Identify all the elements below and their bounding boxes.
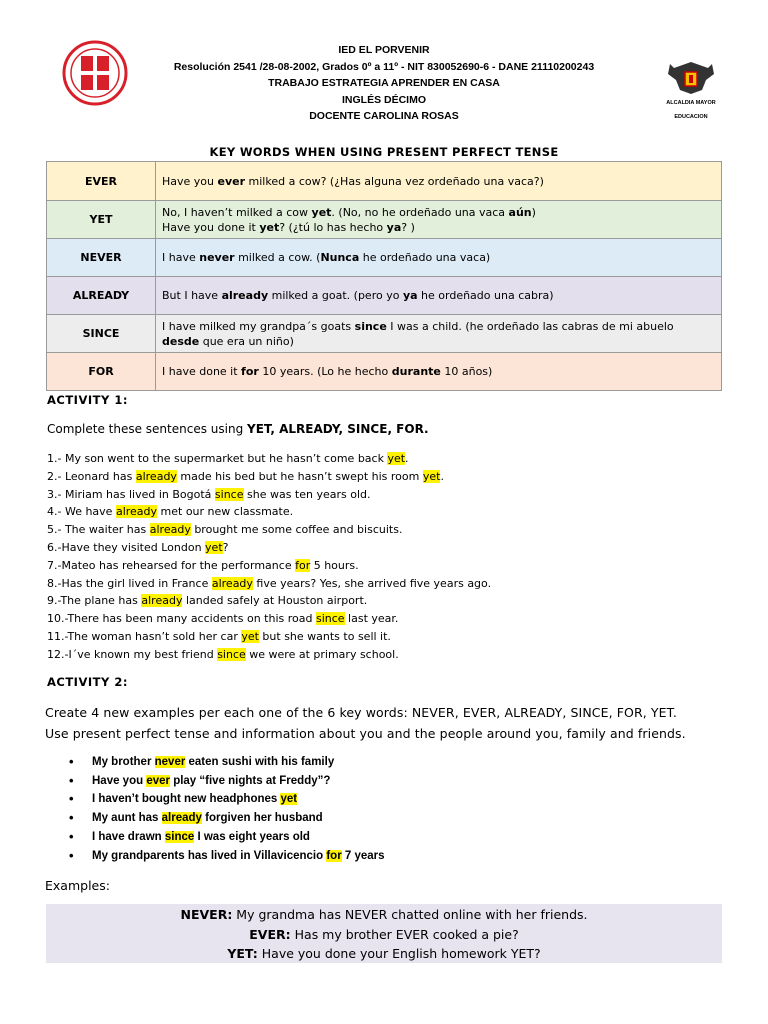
text: 5 hours. (310, 558, 359, 572)
text: No, I haven’t milked a cow (162, 205, 312, 219)
text: que era un niño) (199, 334, 294, 348)
keyword-cell: FOR (47, 353, 156, 391)
example-text: Has my brother EVER cooked a pie? (290, 926, 519, 942)
list-item (47, 486, 491, 504)
example-cell (156, 239, 722, 277)
activity2-instruction-1: Create 4 new examples per each one of the 6 key words: NEVER, EVER, ALREADY, SINCE, FOR, YET. (45, 705, 677, 720)
answer: yet (422, 469, 441, 483)
text: I have drawn (92, 830, 165, 843)
text: Have you done it (162, 220, 260, 234)
activity2-instruction-2: Use present perfect tense and information about you and the people around you, family and friends. (45, 726, 686, 741)
example-text: Have you done your English homework YET? (257, 946, 541, 961)
keywords-table (46, 161, 722, 391)
answer: already (135, 469, 177, 483)
text: 12.-I´ve known my best friend (47, 647, 218, 661)
text: 11.-The woman hasn’t sold her car (47, 629, 242, 643)
text: 3.- Miriam has lived in Bogotá (47, 487, 215, 501)
text: Complete these sentences using (47, 422, 247, 436)
activity1-instructions (47, 422, 429, 436)
example-text: My grandma has NEVER chatted online with her friends. (232, 907, 588, 922)
text: I was eight years old (194, 830, 310, 843)
list-item (47, 592, 491, 610)
keyword: Nunca (320, 251, 360, 264)
table-row (47, 239, 722, 277)
text: Have you (92, 774, 147, 787)
text: we were at primary school. (245, 647, 399, 661)
keyword: durante (391, 365, 441, 378)
text: ? (¿tú lo has hecho (279, 220, 387, 234)
text: ? (222, 540, 229, 554)
text: ? ) (401, 220, 415, 234)
keyword: ever (217, 174, 246, 188)
table-row (47, 353, 722, 391)
example-yet (46, 944, 722, 964)
text: milked a cow? (¿Has alguna vez ordeñado una vaca?) (245, 174, 544, 188)
list-item (45, 809, 385, 828)
answer: yet (387, 452, 406, 465)
text: . (405, 452, 409, 465)
text: 8.-Has the girl lived in France (47, 576, 212, 590)
work-line: TRABAJO ESTRATEGIA APRENDER EN CASA (268, 77, 500, 89)
keyword: aún (508, 205, 532, 219)
list-item (47, 539, 491, 557)
text: 2.- Leonard has (47, 469, 136, 483)
text: landed safely at Houston airport. (182, 594, 368, 608)
answer: already (115, 505, 158, 519)
text: milked a cow. ( (234, 251, 321, 264)
text: My grandparents has lived in Villavicencio (92, 849, 327, 862)
teacher-line: DOCENTE CAROLINA ROSAS (309, 110, 459, 122)
list-item (47, 628, 491, 646)
keyword-cell: YET (47, 201, 156, 239)
example-cell (156, 162, 722, 201)
sentence-list (47, 450, 491, 664)
text: 10 años) (440, 365, 493, 378)
keyword-cell: ALREADY (47, 277, 156, 315)
text: eaten sushi with his family (185, 756, 335, 768)
document-header (0, 42, 768, 125)
activity1-heading: ACTIVITY 1: (47, 393, 128, 407)
text: My aunt has (92, 812, 162, 825)
keyword-cell: EVER (47, 162, 156, 201)
answer: yet (205, 540, 223, 554)
text: 1.- My son went to the supermarket but he hasn’t come back (47, 452, 388, 465)
text: 7 years (341, 849, 385, 862)
text: 9.-The plane has (47, 594, 142, 608)
text: I have (162, 251, 200, 264)
keyword: desde (162, 334, 200, 348)
keyword: since (354, 319, 387, 333)
text: My brother (92, 756, 155, 768)
list-item (45, 847, 385, 866)
keyword: already (221, 289, 269, 302)
example-cell (156, 201, 722, 239)
text: milked a goat. (pero yo (268, 289, 403, 302)
text: Have you (162, 174, 218, 188)
text: . (440, 469, 444, 483)
table-row (47, 277, 722, 315)
text: I have done it (162, 365, 242, 378)
answer: for (295, 558, 311, 572)
text: 10 years. (Lo he hecho (258, 365, 392, 378)
example-ever (46, 925, 722, 945)
answer: since (315, 612, 345, 626)
text: he ordeñado una cabra) (417, 289, 554, 302)
list-item (47, 557, 491, 575)
example-label: NEVER: (180, 907, 233, 922)
keyword-list: YET, ALREADY, SINCE, FOR. (247, 422, 429, 436)
examples-box (46, 904, 722, 963)
text: 5.- The waiter has (47, 523, 150, 537)
keyword-cell: SINCE (47, 315, 156, 353)
answer: already (161, 812, 202, 825)
text: I haven’t bought new headphones (92, 793, 281, 806)
example-cell (156, 277, 722, 315)
text: I was a child. (he ordeñado las cabras de mi abuelo (386, 319, 674, 333)
text: play “five nights at Freddy”? (170, 774, 331, 787)
list-item (45, 772, 385, 791)
text: 4.- We have (47, 505, 116, 519)
text: ) (531, 205, 536, 219)
list-item (45, 753, 385, 772)
answer: already (211, 576, 253, 590)
answer: already (149, 523, 191, 537)
text: 6.-Have they visited London (47, 540, 206, 554)
school-name: IED EL PORVENIR (338, 44, 430, 56)
education-text: EDUCACION (674, 114, 708, 120)
table-row (47, 201, 722, 239)
student-examples-list (45, 753, 385, 865)
example-cell (156, 315, 722, 353)
list-item (45, 828, 385, 847)
keyword-cell: NEVER (47, 239, 156, 277)
text: 7.-Mateo has rehearsed for the performance (47, 558, 296, 572)
answer: yet (280, 793, 298, 806)
list-item (47, 575, 491, 593)
subject-line: INGLÉS DÉCIMO (341, 93, 426, 106)
example-label: YET: (227, 946, 258, 961)
resolution-line: Resolución 2541 /28-08-2002, Grados 0º a 11º - NIT 830052690-6 - DANE 21110200243 (173, 60, 595, 73)
text: he ordeñado una vaca) (359, 251, 491, 264)
table-row (47, 162, 722, 201)
answer: for (326, 849, 342, 862)
text: five years? Yes, she arrived five years ago. (252, 576, 492, 590)
list-item (45, 790, 385, 809)
answer: since (214, 487, 244, 501)
answer: since (217, 647, 246, 661)
keyword: never (199, 251, 235, 264)
example-cell (156, 353, 722, 391)
example-never (46, 905, 722, 925)
text: made his bed but he hasn’t swept his room (176, 469, 423, 483)
text: but she wants to sell it. (258, 629, 391, 643)
text: she was ten years old. (243, 487, 371, 501)
text: I have milked my grandpa´s goats (162, 319, 355, 333)
keyword: for (241, 365, 259, 378)
list-item (47, 521, 491, 539)
answer: already (141, 594, 183, 608)
answer: yet (241, 629, 259, 643)
keyword: ya (402, 289, 418, 302)
keyword: yet (259, 220, 280, 234)
alcaldia-text: ALCALDIA MAYOR (666, 100, 716, 106)
keyword: yet (311, 205, 332, 219)
table-row (47, 315, 722, 353)
examples-label: Examples: (45, 878, 110, 893)
answer: ever (146, 774, 170, 787)
list-item (47, 468, 491, 486)
example-label: EVER: (249, 926, 291, 942)
text: . (No, no he ordeñado una vaca (331, 205, 509, 219)
activity2-heading: ACTIVITY 2: (47, 675, 128, 689)
text: 10.-There has been many accidents on this road (47, 612, 316, 626)
list-item (47, 503, 491, 521)
list-item (47, 646, 491, 664)
list-item (47, 450, 491, 468)
text: forgiven her husband (201, 812, 323, 825)
answer: since (164, 830, 195, 843)
text: brought me some coffee and biscuits. (190, 523, 403, 537)
text: But I have (162, 289, 222, 302)
text: met our new classmate. (157, 505, 294, 519)
text: last year. (344, 612, 399, 626)
list-item (47, 610, 491, 628)
answer: never (154, 756, 186, 768)
page-title: KEY WORDS WHEN USING PRESENT PERFECT TENSE (209, 145, 559, 159)
keyword: ya (386, 220, 402, 234)
